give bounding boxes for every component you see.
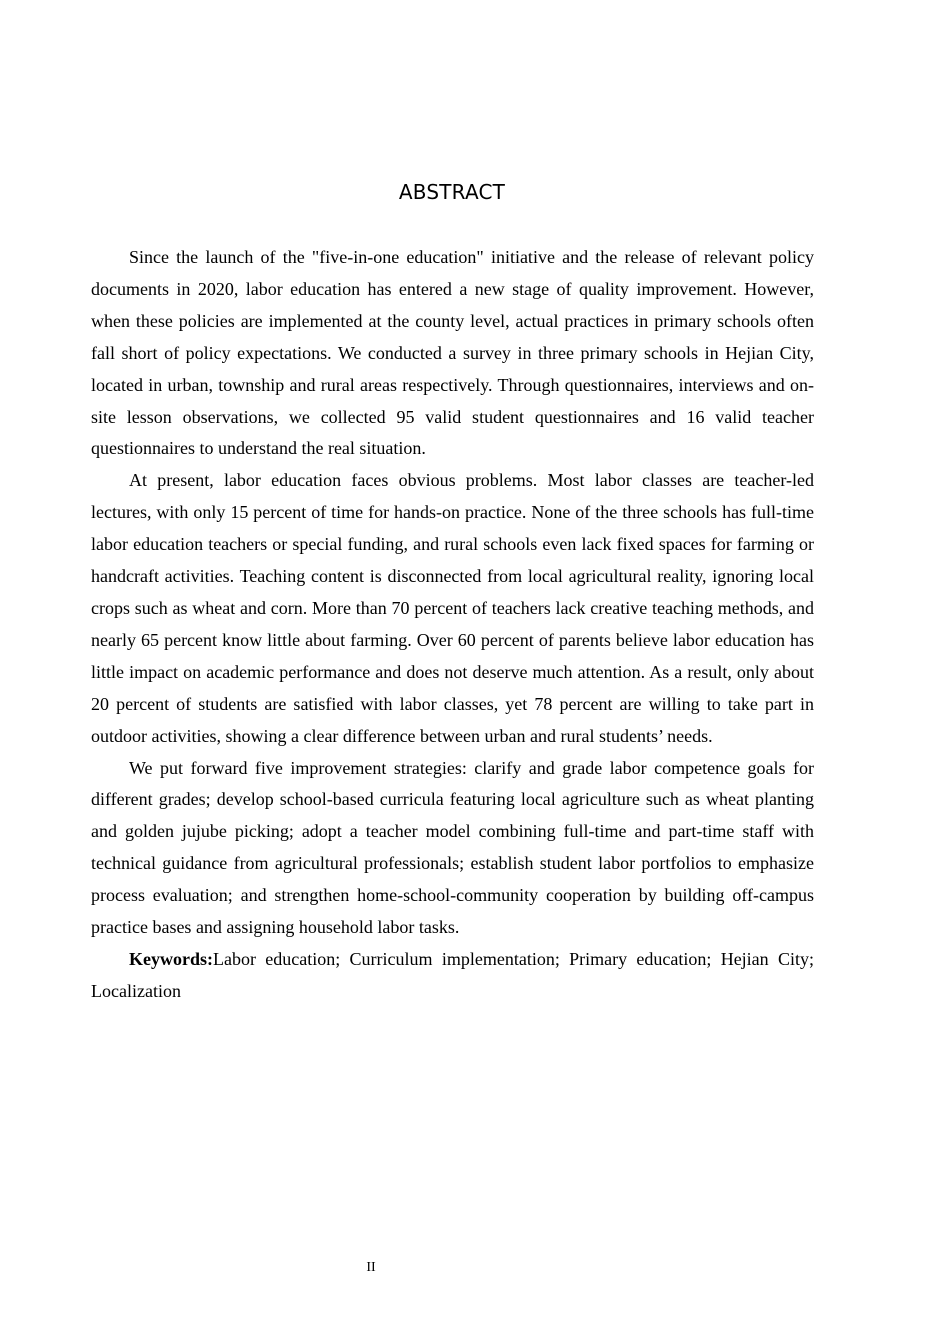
abstract-body (91, 242, 814, 1008)
abstract-paragraph-1: Since the launch of the "five-in-one education" initiative and the release of relevant policy documents in 2020, labor education has entered a new stage of quality improvement. However, when these policies are implemented at the county level, actual practices in primary schools often fall short of policy expectations. We conducted a survey in three primary schools in Hejian City, located in urban, township and rural areas respectively. Through questionnaires, interviews and on-site lesson observations, we collected 95 valid student questionnaires and 16 valid teacher questionnaires to understand the real situation. (91, 247, 814, 459)
keywords-text: Labor education; Curriculum implementation; Primary education; Hejian City; Localization (91, 948, 814, 1001)
keywords-label: Keywords: (129, 948, 213, 969)
abstract-heading: ABSTRACT (398, 180, 506, 204)
keywords-line (91, 944, 814, 1008)
abstract-paragraph-3: We put forward five improvement strategies: clarify and grade labor competence goals for different grades; develop school-based curricula featuring local agriculture such as wheat planting and golden jujube picking; adopt a teacher model combining full-time and part-time staff with technical guidance from agricultural professionals; establish student labor portfolios to emphasize process evaluation; and strengthen home-school-community cooperation by building off-campus practice bases and assigning household labor tasks. (91, 757, 814, 938)
abstract-paragraph-2: At present, labor education faces obvious problems. Most labor classes are teacher-led lectures, with only 15 percent of time for hands-on practice. None of the three schools has full-time labor education teachers or special funding, and rural schools even lack fixed spaces for farming or handcraft activities. Teaching content is disconnected from local agricultural reality, ignoring local crops such as wheat and corn. More than 70 percent of teachers lack creative teaching methods, and nearly 65 percent know little about farming. Over 60 percent of parents believe labor education has little impact on academic performance and does not deserve much attention. As a result, only about 20 percent of students are satisfied with labor classes, yet 78 percent are willing to take part in outdoor activities, showing a clear difference between urban and rural students’ needs. (91, 470, 814, 746)
page-number: II (366, 1260, 376, 1275)
